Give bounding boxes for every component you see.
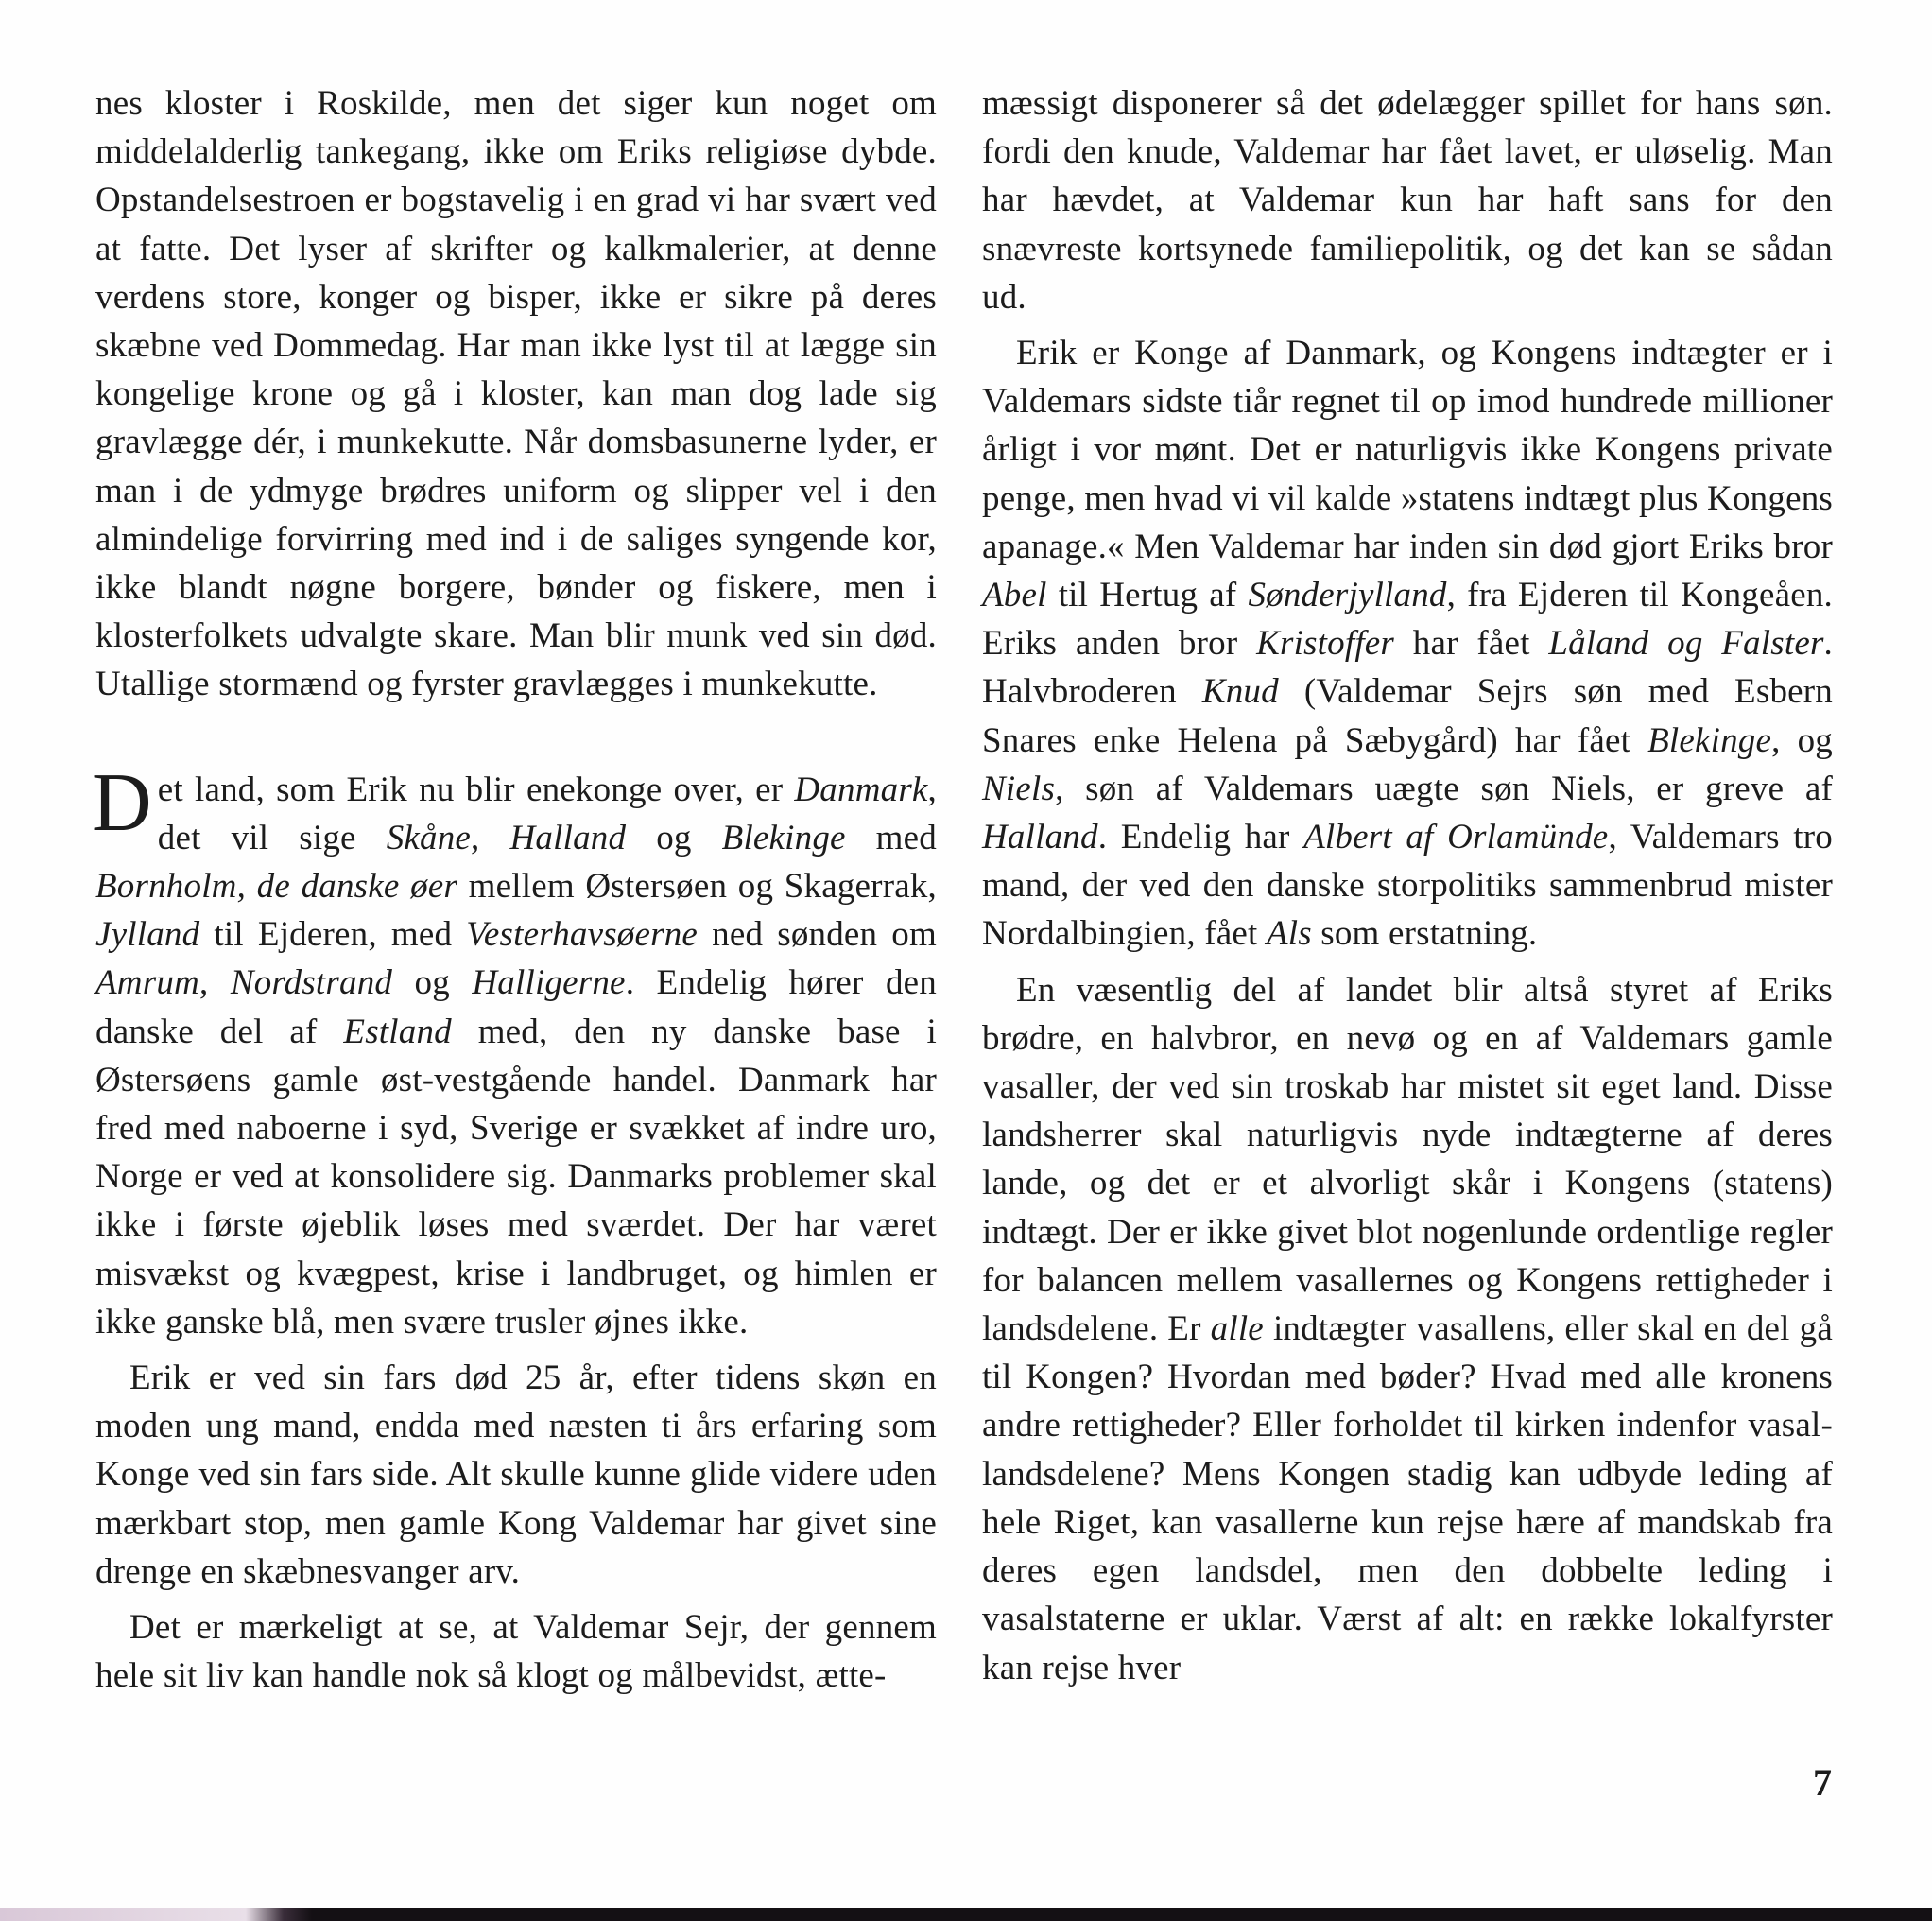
right-text-column (982, 79, 1833, 1692)
page-number: 7 (1813, 1761, 1832, 1804)
paragraph: Det er mærkeligt at se, at Valdemar Sejr, der gennem hele sit liv kan handle nok så klogt og målbevidst, ætte- (95, 1608, 937, 1696)
left-text-column (92, 79, 937, 1701)
paragraph: nes kloster i Roskilde, men det siger kun noget om middelalderlig tankegang, ikke om Eriks religiøse dybde. Opstandelsestroen er bogstavelig i en grad vi har svært ved at fatte. Det lyser af skrifter og kalkmalerier, at denne verdens store, konger og bisper, ikke er sikre på deres skæbne ved Dommedag. Har man ikke lyst til at lægge sin kongelige krone og gå i kloster, kan man dog lade sig gravlægge dér, i munkekutte. Når domsbasunerne lyder, er man i de ydmyge brødres uniform og slipper vel i den almindelige forvirring med ind i de saliges syngende kor, ikke blandt nøgne borgere, bønder og fiskere, men i klosterfolkets udvalgte skare. Man blir munk ved sin død. Utallige stormænd og fyrster gravlægges i munkekutte. (95, 84, 937, 704)
paragraph: Det land, som Erik nu blir enekonge over, er Danmark, det vil sige Skåne, Halland og Blekinge med Bornholm, de danske øer mellem Østersøen og Skagerrak, Jylland til Ejderen, med Vesterhavsøerne ned sønden om Amrum, Nordstrand og Halligerne. Endelig hører den danske del af Estland med, den ny danske base i Østersøens gamle øst-vestgående handel. Danmark har fred med naboerne i syd, Sverige er svækket af indre uro, Norge er ved at konsolidere sig. Danmarks problemer skal ikke i første øjeblik løses med sværdet. Der har været misvækst og kvægpest, krise i landbruget, og himlen er ikke ganske blå, men svære trusler øjnes ikke. (92, 756, 937, 1341)
paragraph: mæssigt disponerer så det ødelægger spillet for hans søn. fordi den knude, Valdemar har fået lavet, er uløselig. Man har hævdet, at Valdemar kun har haft sans for den snævreste kortsynede familiepolitik, og det kan se sådan ud. (982, 84, 1833, 317)
scan-edge-bar (0, 1908, 1932, 1921)
paragraph: Erik er Konge af Danmark, og Kongens indtægter er i Valdemars sidste tiår regnet til op imod hundrede millioner årligt i vor mønt. Det er naturligvis ikke Kongens private penge, men hvad vi vil kalde »statens indtægt plus Kongens apanage.« Men Valdemar har inden sin død gjort Eriks bror Abel til Hertug af Sønderjylland, fra Ejderen til Kongeåen. Eriks anden bror Kristoffer har fået Låland og Falster. Halvbroderen Knud (Valdemar Sejrs søn med Esbern Snares enke Helena på Sæbygård) har fået Blekinge, og Niels, søn af Valdemars uægte søn Niels, er greve af Halland. Endelig har Albert af Orlamünde, Valdemars tro mand, der ved den danske storpolitiks sammenbrud mister Nordalbingien, fået Als som erstatning. (982, 334, 1833, 954)
paragraph: Erik er ved sin fars død 25 år, efter tidens skøn en moden ung mand, endda med næsten ti års erfaring som Konge ved sin fars side. Alt skulle kunne glide videre uden mærkbart stop, men gamle Kong Valdemar har givet sine drenge en skæbnesvanger arv. (95, 1359, 937, 1591)
drop-cap: D (92, 756, 152, 849)
paragraph: En væsentlig del af landet blir altså styret af Eriks brødre, en halvbror, en nevø og en af Valdemars gamle vasaller, der ved sin troskab har mistet sit eget land. Disse landsherrer skal naturligvis nyde indtægterne af deres lande, og det er et alvorligt skår i Kongens (statens) indtægt. Der er ikke givet blot nogenlunde ordentlige regler for balancen mellem vasallernes og Kongens rettigheder i landsdelene. Er alle indtægter vasallens, eller skal en del gå til Kongen? Hvordan med bøder? Hvad med alle kronens andre rettigheder? Eller forholdet til kirken indenfor vasal-landsdelene? Mens Kongen stadig kan udbyde leding af hele Riget, kan vasallerne kun rejse hære af mandskab fra deres egen landsdel, men den dobbelte leding i vasalstaterne er uklar. Værst af alt: en række lokalfyrster kan rejse hver (982, 970, 1833, 1687)
